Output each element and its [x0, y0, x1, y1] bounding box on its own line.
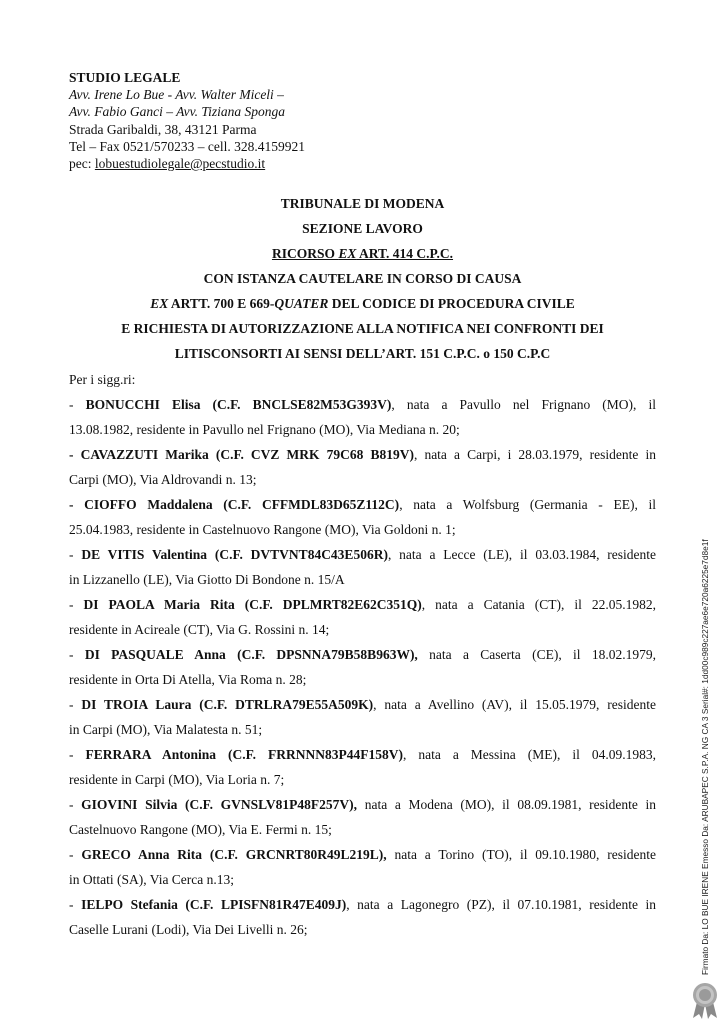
firm-phones: Tel – Fax 0521/570233 – cell. 328.4159921 [69, 138, 306, 154]
court-name: TRIBUNALE DI MODENA [280, 196, 445, 211]
instance-heading: CON ISTANZA CAUTELARE IN CORSO DI CAUSA [203, 271, 522, 286]
pec-label: pec: [69, 156, 95, 172]
party-entry: - GRECO Anna Rita (C.F. GRCNRT80R49L219L), nata a Torino (TO), il 09.10.1980, residente in Ottati (SA), Via Cerca n.13; [69, 847, 656, 887]
litisconsorti-heading: LITISCONSORTI AI SENSI DELL’ART. 151 C.P.C. o 150 C.P.C [174, 346, 551, 361]
recourse-heading: RICORSO EX ART. 414 C.P.C. [271, 246, 454, 261]
lawyers-line-2: Avv. Fabio Ganci – Avv. Tiziana Sponga [69, 104, 285, 120]
letterhead [69, 69, 305, 172]
party-entry: - CAVAZZUTI Marika (C.F. CVZ MRK 79C68 B819V), nata a Carpi, i 28.03.1979, residente in Carpi (MO), Via Aldrovandi n. 13; [69, 447, 656, 487]
firm-name: STUDIO LEGALE [69, 70, 181, 85]
signature-text: Firmato Da: LO BUE IRENE Emesso Da: ARUBAPEC S.P.A. NG CA 3 Serial#: 1dd00c989c227ae6e720a6225e7d8e1f [700, 539, 710, 975]
party-entry: - GIOVINI Silvia (C.F. GVNSLV81P48F257V), nata a Modena (MO), il 08.09.1981, residente in Castelnuovo Rangone (MO), Via E. Fermi n. 15; [69, 797, 656, 837]
seal-badge-icon [688, 982, 722, 1020]
pec-line [69, 155, 305, 172]
party-entry: - DI TROIA Laura (C.F. DTRLRA79E55A509K), nata a Avellino (AV), il 15.05.1979, residente in Carpi (MO), Via Malatesta n. 51; [69, 697, 657, 737]
party-entry: - DI PASQUALE Anna (C.F. DPSNNA79B58B963W), nata a Caserta (CE), il 18.02.1979, residente in Orta Di Atella, Via Roma n. 28; [69, 647, 656, 687]
court-section: SEZIONE LAVORO [302, 221, 423, 236]
firm-address: Strada Garibaldi, 38, 43121 Parma [69, 121, 257, 137]
party-entry: - CIOFFO Maddalena (C.F. CFFMDL83D65Z112C), nata a Wolfsburg (Germania - EE), il 25.04.1983, residente in Castelnuovo Rangone (MO), Via Goldoni n. 1; [69, 497, 656, 537]
lawyers-line-1: Avv. Irene Lo Bue - Avv. Walter Miceli – [69, 87, 284, 103]
party-entry: - DE VITIS Valentina (C.F. DVTVNT84C43E506R), nata a Lecce (LE), il 03.03.1984, residente in Lizzanello (LE), Via Giotto Di Bondone n. 15/A [69, 547, 656, 587]
party-entry: - BONUCCHI Elisa (C.F. BNCLSE82M53G393V), nata a Pavullo nel Frignano (MO), il 13.08.1982, residente in Pavullo nel Frignano (MO), Via Mediana n. 20; [69, 397, 657, 437]
party-entry: - FERRARA Antonina (C.F. FRRNNN83P44F158V), nata a Messina (ME), il 04.09.1983, residente in Carpi (MO), Via Loria n. 7; [69, 747, 657, 787]
parties-list [69, 395, 656, 945]
articles-heading: EX ARTT. 700 E 669-QUATER DEL CODICE DI PROCEDURA CIVILE [150, 296, 575, 311]
party-entry: - DI PAOLA Maria Rita (C.F. DPLMRT82E62C351Q), nata a Catania (CT), il 22.05.1982, residente in Acireale (CT), Via G. Rossini n. 14; [69, 597, 657, 637]
request-heading: E RICHIESTA DI AUTORIZZAZIONE ALLA NOTIFICA NEI CONFRONTI DEI [121, 321, 604, 336]
pec-email-link[interactable]: lobuestudiolegale@pecstudio.it [94, 156, 266, 172]
party-entry: - IELPO Stefania (C.F. LPISFN81R47E409J), nata a Lagonegro (PZ), il 07.10.1981, residente in Caselle Lurani (Lodi), Via Dei Livelli n. 26; [69, 897, 656, 937]
document-title [69, 194, 656, 369]
intro-text: Per i sigg.ri: [69, 372, 136, 387]
